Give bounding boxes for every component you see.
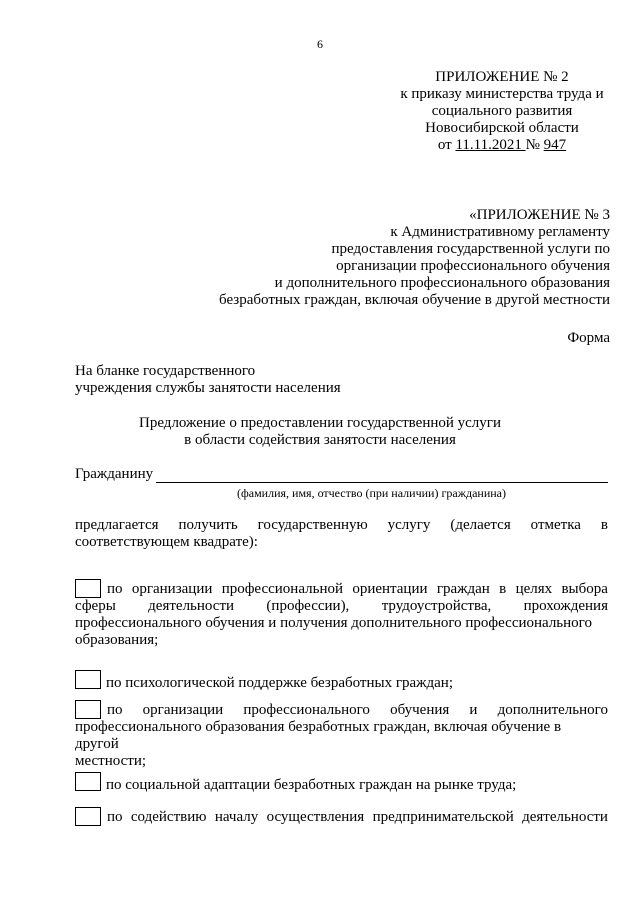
word: (делается: [450, 517, 511, 533]
word: выбора: [561, 581, 608, 597]
word: получить: [178, 517, 238, 533]
option-psychological-support: [75, 670, 608, 692]
word: дополнительного: [497, 702, 608, 718]
appendix-order-block: [396, 69, 608, 154]
option-social-adaptation: [75, 772, 608, 794]
option-checkbox[interactable]: [75, 579, 101, 598]
appendix-reg-line: к Административному регламенту: [390, 224, 610, 240]
option-line: [75, 700, 608, 719]
option-line: образования;: [75, 632, 159, 648]
document-title: [0, 415, 640, 449]
date-prefix: от: [437, 137, 456, 153]
word: сферы: [75, 598, 116, 614]
appendix-reg-line: безработных граждан, включая обучение в другой местности: [219, 292, 610, 308]
option-line: местности;: [75, 753, 147, 769]
option-checkbox[interactable]: [75, 807, 101, 826]
appendix-regulation-block: [190, 207, 610, 309]
appendix-order-line: социального развития: [431, 103, 573, 119]
word: содействию: [130, 809, 207, 825]
intro-line-2: соответствующем квадрате):: [75, 534, 258, 550]
word: организации: [131, 581, 213, 597]
word: предпринимательской: [372, 809, 514, 825]
option-vocational-training: [75, 700, 608, 770]
word: предлагается: [75, 517, 159, 533]
letterhead-line: На бланке государственного: [75, 363, 256, 379]
option-checkbox[interactable]: [75, 772, 101, 791]
word: по: [107, 581, 123, 597]
citizen-name-field[interactable]: [156, 482, 608, 483]
form-label: Форма: [567, 330, 610, 346]
option-lead: [75, 700, 123, 719]
option-entrepreneurship: [75, 807, 608, 826]
option-line: профессионального образования безработных граждан, включая обучение в другой: [75, 719, 562, 752]
option-line: [75, 807, 608, 826]
word: в: [499, 581, 507, 597]
word: деятельности: [522, 809, 608, 825]
word: по: [107, 809, 123, 825]
intro-line-1: [75, 517, 608, 534]
word: профессионального: [243, 702, 370, 718]
word: обучения: [390, 702, 450, 718]
word: деятельности: [148, 598, 235, 614]
citizen-hint: (фамилия, имя, отчество (при наличии) гражданина): [236, 486, 506, 500]
word: прохождения: [523, 598, 608, 614]
word: (профессии),: [266, 598, 350, 614]
option-checkbox[interactable]: [75, 670, 101, 689]
word: профессиональной: [221, 581, 344, 597]
appendix-reg-line: организации профессионального обучения: [336, 258, 610, 274]
appendix-reg-line: и дополнительного профессионального образования: [274, 275, 610, 291]
title-line: Предложение о предоставлении государственной услуги: [139, 415, 501, 431]
letterhead-line: учреждения службы занятости населения: [75, 380, 341, 396]
word: услугу: [387, 517, 431, 533]
intro-paragraph: [75, 517, 608, 551]
word: осуществления: [266, 809, 365, 825]
word: и: [469, 702, 478, 718]
order-number: 947: [543, 137, 567, 153]
word: целях: [515, 581, 553, 597]
appendix-order-date-line: [396, 137, 608, 154]
appendix-order-line: к приказу министерства труда и: [400, 86, 604, 102]
option-line: [75, 579, 608, 598]
letterhead-note: [75, 363, 341, 397]
option-lead: [75, 579, 123, 598]
option-lead: [75, 807, 123, 826]
word: началу: [214, 809, 259, 825]
option-line: профессионального обучения и получения дополнительного профессионального: [75, 615, 592, 631]
appendix-order-title: ПРИЛОЖЕНИЕ № 2: [435, 69, 569, 85]
word: граждан: [436, 581, 490, 597]
option-career-guidance: [75, 579, 608, 649]
word: по: [107, 702, 123, 718]
word: в: [600, 517, 608, 533]
appendix-reg-title: «ПРИЛОЖЕНИЕ № 3: [469, 207, 610, 223]
word: ориентации: [352, 581, 428, 597]
option-line: [75, 598, 608, 615]
word: трудоустройства,: [381, 598, 492, 614]
option-text: по психологической поддержке безработных граждан;: [106, 675, 453, 691]
number-prefix: №: [525, 137, 544, 153]
citizen-row: [75, 466, 608, 483]
page-number: 6: [317, 37, 323, 51]
option-checkbox[interactable]: [75, 700, 101, 719]
word: организации: [142, 702, 224, 718]
citizen-label: Гражданину: [75, 466, 154, 482]
word: государственную: [257, 517, 368, 533]
option-text: по социальной адаптации безработных граждан на рынке труда;: [106, 777, 517, 793]
appendix-order-line: Новосибирской области: [425, 120, 579, 136]
word: отметка: [530, 517, 581, 533]
title-line: в области содействия занятости населения: [184, 432, 456, 448]
order-date: 11.11.2021: [455, 137, 526, 153]
appendix-reg-line: предоставления государственной услуги по: [331, 241, 610, 257]
